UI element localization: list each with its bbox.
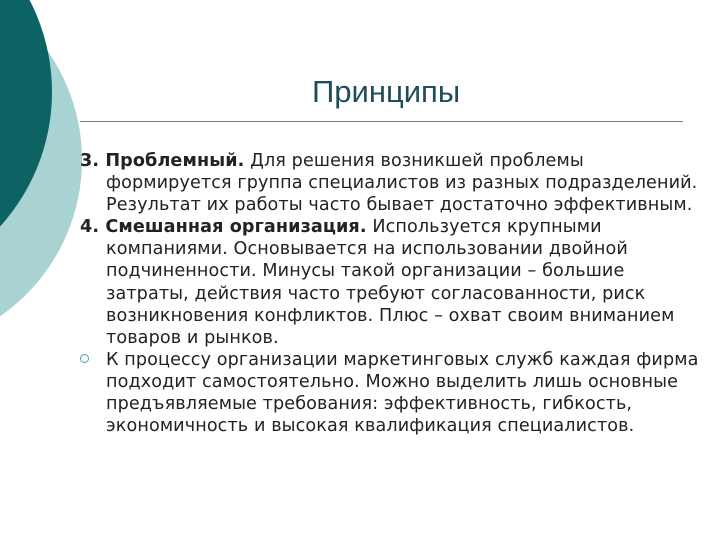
- item-text: К процессу организации маркетинговых служб каждая фирма подходит самостоятельно. Можно выделить лишь основные предъявляемые требования: эффективность, гибкость, экономичность и высокая квалификация специалистов.: [106, 349, 699, 437]
- bullet-icon: [80, 354, 89, 363]
- item-lead: 4. Смешанная организация.: [80, 217, 367, 238]
- title-divider: [80, 121, 683, 122]
- slide-body: [80, 150, 700, 437]
- list-item: [80, 349, 700, 437]
- list-item: [80, 216, 700, 349]
- item-text: Для решения возникшей проблемы формируется группа специалистов из разных подразделений. Результат их работы часто бывает достаточно эффективным.: [106, 151, 698, 216]
- list-item: [80, 150, 700, 216]
- slide-title: Принципы: [312, 74, 461, 109]
- item-text: Используется крупными компаниями. Основывается на использовании двойной подчиненности. Минусы такой организации – большие затраты, действия часто требуют согласованности, риск возникновения конфликтов. Плюс – охват своим вниманием товаров и рынков.: [106, 217, 675, 348]
- item-lead: 3. Проблемный.: [80, 151, 245, 171]
